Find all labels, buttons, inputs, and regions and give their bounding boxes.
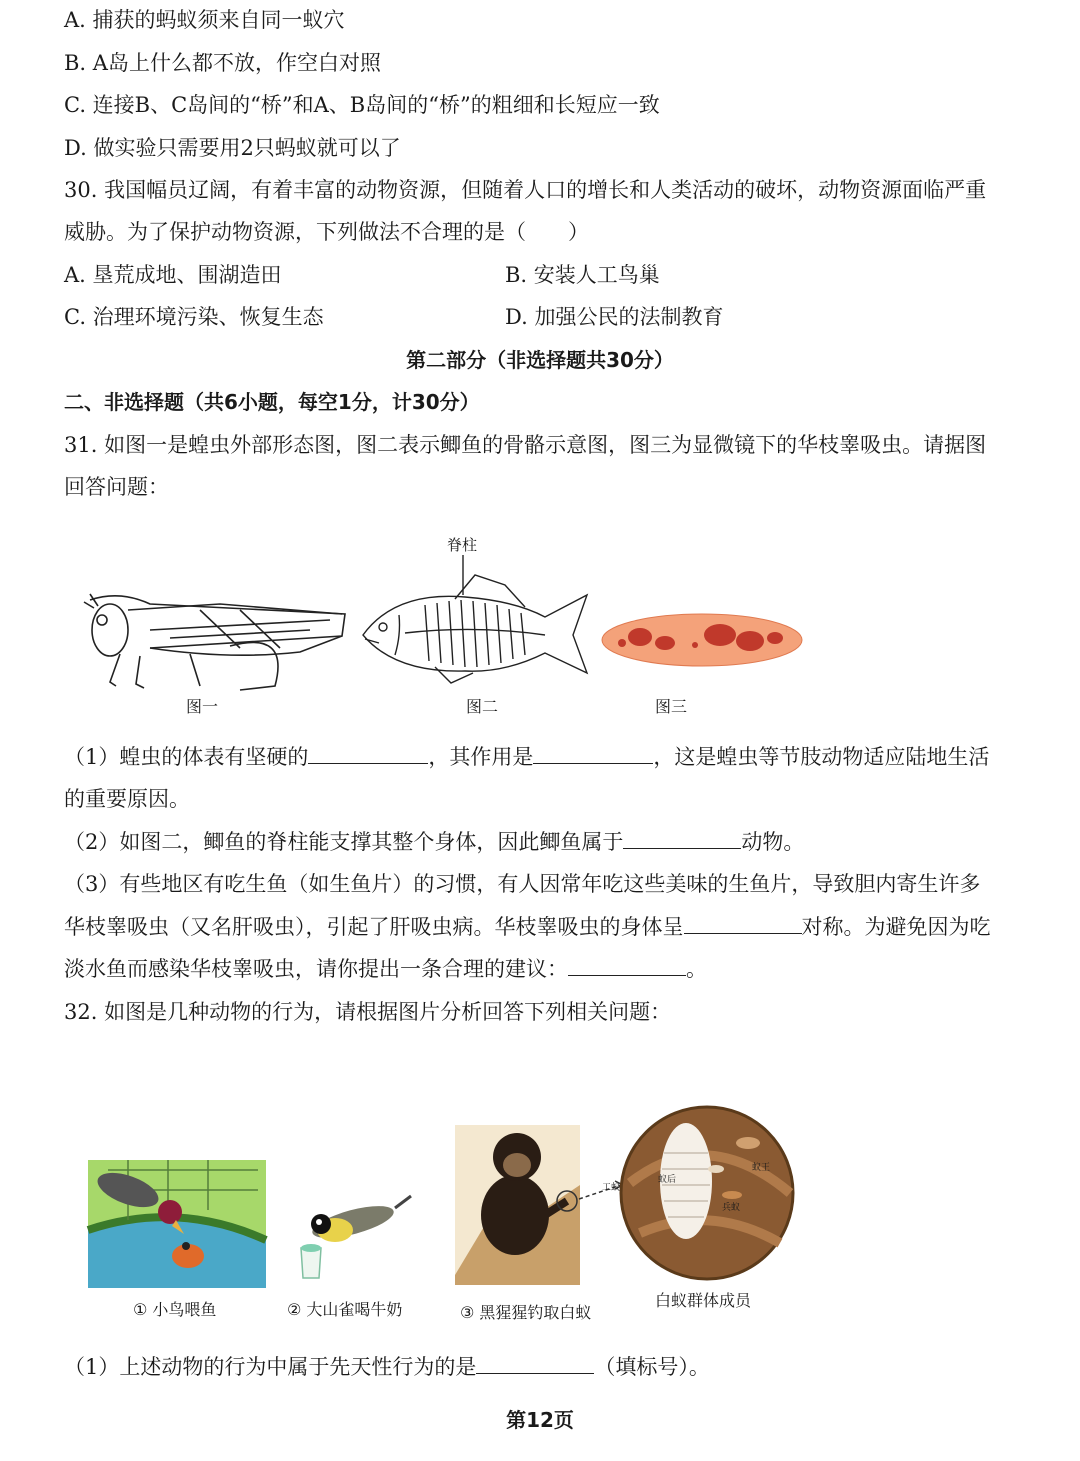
spine-label: 脊柱: [447, 536, 478, 554]
great-tit-milk-image: [295, 1192, 413, 1282]
q31-sub2-text-a: （2）如图二，鲫鱼的脊柱能支撑其整个身体，因此鲫鱼属于: [64, 830, 624, 854]
label-queen: 蚁后: [658, 1175, 677, 1185]
fig2-caption: 图二: [466, 697, 499, 716]
q31-sub1-text-b: ，其作用是: [428, 745, 534, 769]
q31-blank-4[interactable]: [684, 913, 802, 934]
q30-option-a: A. 垦荒成地、围湖造田: [64, 263, 282, 287]
q31-sub3-text-a: 华枝睾吸虫（又名肝吸虫），引起了肝吸虫病。华枝睾吸虫的身体呈: [64, 915, 684, 939]
q31-blank-1[interactable]: [308, 743, 428, 764]
q29-option-b: B. A岛上什么都不放，作空白对照: [64, 51, 381, 75]
q31-sub1-text-a: （1）蝗虫的体表有坚硬的: [64, 745, 309, 769]
q32-blank-1[interactable]: [476, 1353, 594, 1374]
q32-stem: 32. 如图是几种动物的行为，请根据图片分析回答下列相关问题：: [64, 1000, 672, 1024]
liver-fluke-figure: [600, 605, 805, 675]
section-title: 二、非选择题（共6小题，每空1分，计30分）: [64, 390, 480, 414]
chimpanzee-termites-image: [455, 1125, 625, 1285]
q32-sub1-text-a: （1）上述动物的行为中属于先天性行为的是: [64, 1355, 477, 1379]
label-king: 蚁王: [752, 1163, 771, 1173]
q32-sub1-text-b: （填标号）。: [594, 1355, 710, 1379]
q30-option-d: D. 加强公民的法制教育: [505, 305, 724, 329]
q31-sub3-line3: [64, 953, 707, 985]
q31-blank-2[interactable]: [533, 743, 653, 764]
q29-option-d: D. 做实验只需要用2只蚂蚁就可以了: [64, 136, 401, 160]
fish-skeleton-figure: [355, 555, 595, 685]
q31-sub2: [64, 826, 804, 858]
q31-sub3-text-c: 淡水鱼而感染华枝睾吸虫，请你提出一条合理的建议：: [64, 957, 568, 981]
q31-stem-line1: 31. 如图一是蝗虫外部形态图，图二表示鲫鱼的骨骼示意图，图三为显微镜下的华枝睾吸虫。请据图: [64, 433, 987, 457]
q32-sub1: [64, 1351, 710, 1383]
q30-stem-line1: 30. 我国幅员辽阔，有着丰富的动物资源，但随着人口的增长和人类活动的破坏，动物资源面临严重: [64, 178, 987, 202]
q31-sub3-line1: （3）有些地区有吃生鱼（如生鱼片）的习惯，有人因常年吃这些美味的生鱼片，导致胆内寄生许多: [64, 872, 981, 896]
q31-sub2-text-b: 动物。: [741, 830, 805, 854]
q31-sub1-text-c: ，这是蝗虫等节肢动物适应陆地生活: [653, 745, 990, 769]
q31-sub3-text-d: 。: [686, 957, 707, 981]
bird-feeding-fish-image: [88, 1160, 266, 1288]
img3-caption: ③ 黑猩猩钓取白蚁: [460, 1303, 592, 1322]
grasshopper-figure: [80, 590, 350, 700]
q31-sub1-line2: 的重要原因。: [64, 787, 190, 811]
label-soldier: 兵蚁: [722, 1203, 741, 1213]
img4-caption: 白蚁群体成员: [655, 1291, 752, 1310]
q31-sub1: [64, 741, 989, 773]
fig1-caption: 图一: [186, 697, 219, 716]
termite-colony-image: [620, 1103, 795, 1283]
label-worker: 工蚁: [602, 1183, 621, 1193]
img1-caption: ① 小鸟喂鱼: [133, 1300, 217, 1319]
q31-sub3-line2: [64, 911, 991, 943]
q30-option-b: B. 安装人工鸟巢: [505, 263, 660, 287]
page-number: 第12页: [506, 1408, 574, 1432]
q31-blank-3[interactable]: [623, 828, 741, 849]
q29-option-c: C. 连接B、C岛间的“桥”和A、B岛间的“桥”的粗细和长短应一致: [64, 93, 660, 117]
q29-option-a: A. 捕获的蚂蚁须来自同一蚁穴: [64, 8, 345, 32]
q30-option-c: C. 治理环境污染、恢复生态: [64, 305, 324, 329]
q31-blank-5[interactable]: [568, 955, 686, 976]
q31-stem-line2: 回答问题：: [64, 475, 169, 499]
q30-stem-line2: 威胁。为了保护动物资源，下列做法不合理的是（ ）: [64, 220, 589, 244]
fig3-caption: 图三: [655, 697, 688, 716]
q31-sub3-text-b: 对称。为避免因为吃: [801, 915, 991, 939]
part2-title: 第二部分（非选择题共30分）: [406, 348, 674, 372]
img2-caption: ② 大山雀喝牛奶: [287, 1300, 403, 1319]
